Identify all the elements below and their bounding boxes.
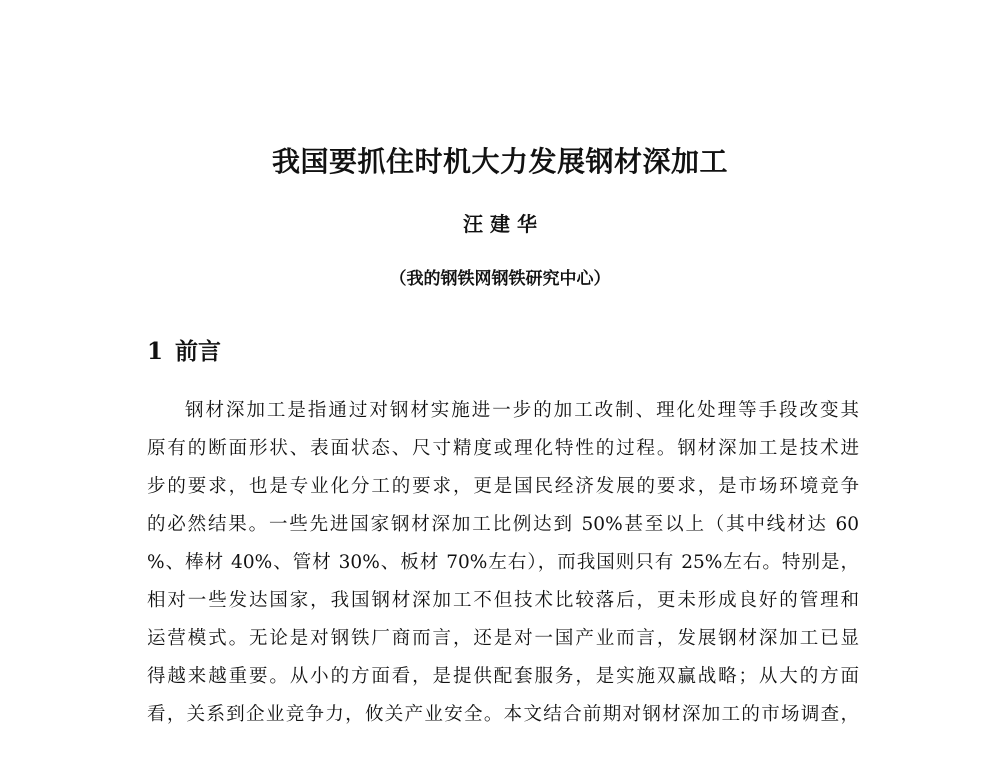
body-line: 得越来越重要。从小的方面看，是提供配套服务，是实施双赢战略；从大的方面 [147,666,859,687]
body-line: 原有的断面形状、表面状态、尺寸精度或理化特性的过程。钢材深加工是技术进 [147,438,859,459]
body-line: 钢材深加工是指通过对钢材实施进一步的加工改制、理化处理等手段改变其 [185,400,859,421]
body-line: 运营模式。无论是对钢铁厂商而言，还是对一国产业而言，发展钢材深加工已显 [147,628,859,649]
paper-author: 汪 建 华 [463,212,537,236]
body-line: 看，关系到企业竞争力，攸关产业安全。本文结合前期对钢材深加工的市场调查， [147,704,859,725]
body-line: 相对一些发达国家，我国钢材深加工不但技术比较落后，更未形成良好的管理和 [147,590,859,611]
section-heading [147,333,221,366]
body-paragraph [147,392,859,734]
body-line: 步的要求，也是专业化分工的要求，更是国民经济发展的要求，是市场环境竞争 [147,476,859,497]
body-line: %、棒材 40%、管材 30%、板材 70%左右），而我国则只有 25%左右。特别是， [147,552,859,573]
body-line: 的必然结果。一些先进国家钢材深加工比例达到 50%甚至以上（其中线材达 60 [147,514,859,535]
paper-affiliation: （我的钢铁网钢铁研究中心） [389,269,611,289]
section-number: 1 [147,338,164,365]
section-title: 前言 [175,338,222,365]
paper-title: 我国要抓住时机大力发展钢材深加工 [271,145,728,178]
